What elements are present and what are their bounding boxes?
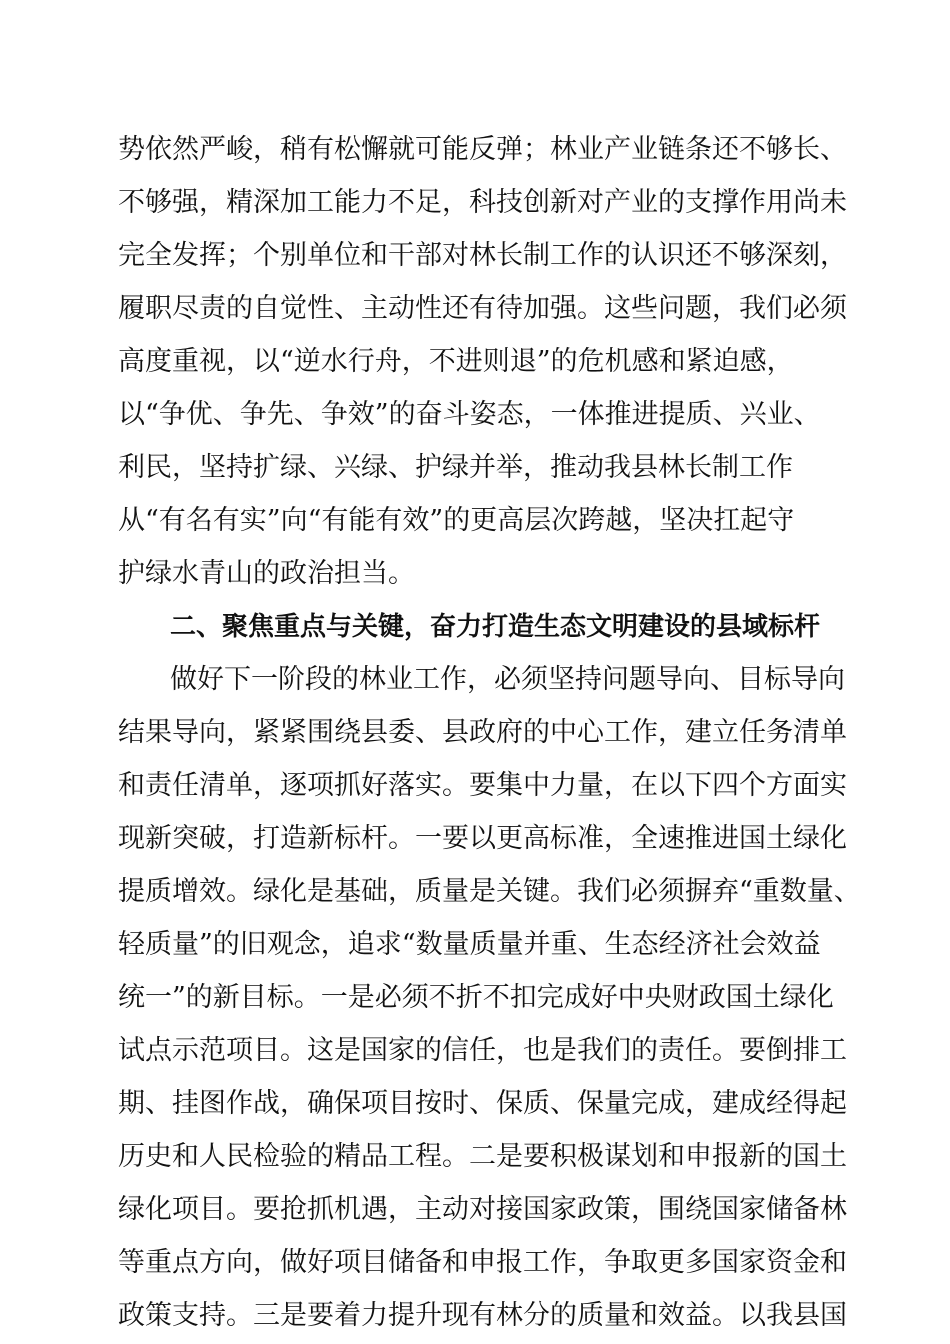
text-line: 完全发挥；个别单位和干部对林长制工作的认识还不够深刻， (118, 240, 847, 271)
text-line: 履职尽责的自觉性、主动性还有待加强。这些问题，我们必须 (118, 293, 847, 324)
text-line: 和责任清单，逐项抓好落实。要集中力量，在以下四个方面实 (118, 770, 847, 801)
text-line: 统一”的新目标。一是必须不折不扣完成好中央财政国土绿化 (118, 982, 834, 1013)
text-line: 做好下一阶段的林业工作，必须坚持问题导向、目标导向 (170, 664, 845, 695)
text-line: 历史和人民检验的精品工程。二是要积极谋划和申报新的国土 (118, 1141, 847, 1172)
section-heading: 二、聚焦重点与关键，奋力打造生态文明建设的县域标杆 (170, 612, 821, 642)
text-line: 高度重视，以“逆水行舟，不进则退”的危机感和紧迫感， (118, 346, 794, 377)
text-line: 结果导向，紧紧围绕县委、县政府的中心工作，建立任务清单 (118, 717, 847, 748)
text-line: 等重点方向，做好项目储备和申报工作，争取更多国家资金和 (118, 1247, 847, 1278)
text-line: 势依然严峻，稍有松懈就可能反弹；林业产业链条还不够长、 (118, 134, 847, 165)
text-line: 现新突破，打造新标杆。一要以更高标准，全速推进国土绿化 (118, 823, 847, 854)
text-line: 提质增效。绿化是基础，质量是关键。我们必须摒弃“重数量、 (118, 876, 861, 907)
text-line: 轻质量”的旧观念，追求“数量质量并重、生态经济社会效益 (118, 929, 821, 960)
text-line: 不够强，精深加工能力不足，科技创新对产业的支撑作用尚未 (118, 187, 847, 218)
text-line: 护绿水青山的政治担当。 (118, 558, 415, 589)
text-line: 利民，坚持扩绿、兴绿、护绿并举，推动我县林长制工作 (118, 452, 793, 483)
text-line: 绿化项目。要抢抓机遇，主动对接国家政策，围绕国家储备林 (118, 1194, 847, 1225)
text-line: 政策支持。三是要着力提升现有林分的质量和效益。以我县国 (118, 1300, 847, 1331)
text-line: 期、挂图作战，确保项目按时、保质、保量完成，建成经得起 (118, 1088, 847, 1119)
text-line: 试点示范项目。这是国家的信任，也是我们的责任。要倒排工 (118, 1035, 847, 1066)
text-line: 以“争优、争先、争效”的奋斗姿态，一体推进提质、兴业、 (118, 399, 821, 430)
text-line: 从“有名有实”向“有能有效”的更高层次跨越，坚决扛起守 (118, 505, 795, 536)
